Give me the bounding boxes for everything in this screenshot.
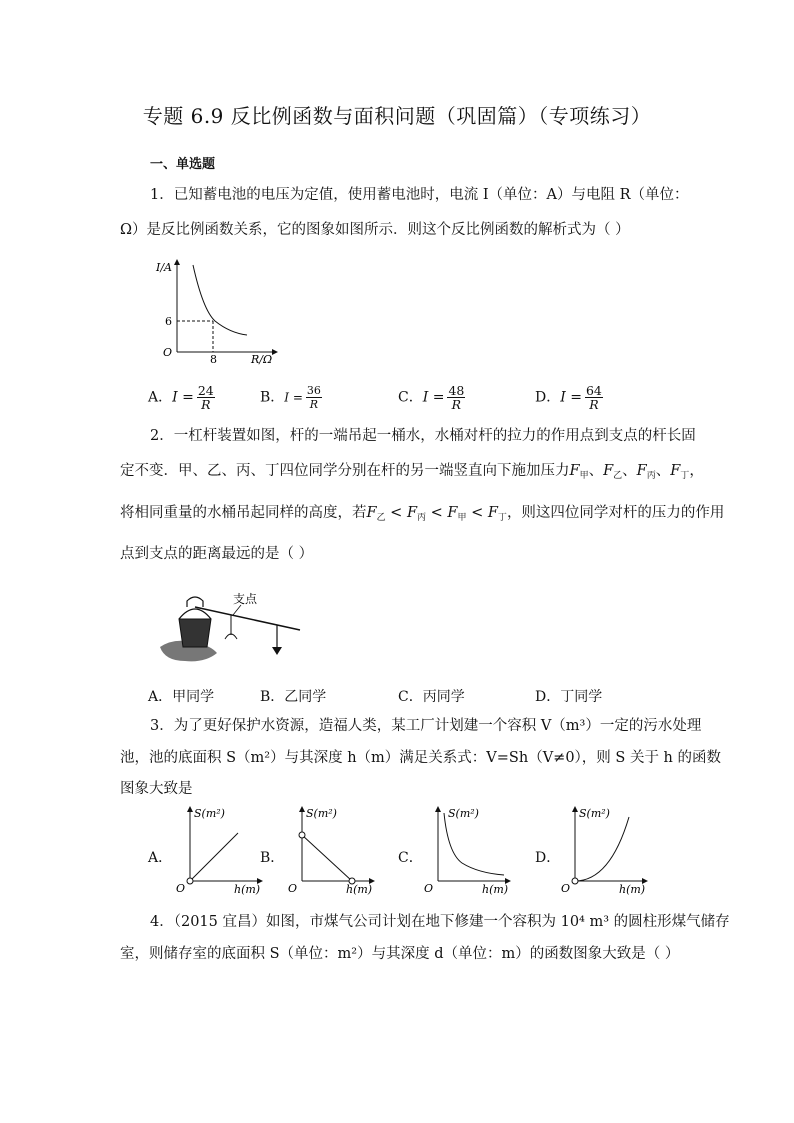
q2-option-b[interactable]: B．乙同学 bbox=[260, 689, 327, 705]
q2-option-d[interactable]: D．丁同学 bbox=[535, 689, 603, 705]
q2-stem-line3: 将相同重量的水桶吊起同样的高度，若$F_乙 < F_丙 < F_甲 < F_丁$，则这四位同学对杆的压力的作用 bbox=[120, 505, 725, 523]
open-point bbox=[187, 878, 193, 884]
pivot-label: 支点 bbox=[233, 592, 258, 606]
svg-text:h(m): h(m) bbox=[482, 883, 509, 896]
water-bucket bbox=[179, 619, 211, 647]
q1-stem-line2: Ω）是反比例函数关系，它的图象如图所示．则这个反比例函数的解析式为（ ） bbox=[120, 222, 630, 238]
q3-graph-a bbox=[170, 803, 270, 898]
svg-text:O: O bbox=[424, 882, 434, 895]
svg-text:O: O bbox=[176, 882, 186, 895]
q2-option-a[interactable]: A．甲同学 bbox=[148, 689, 215, 705]
q1-option-a[interactable]: A．I = $\frac{24}{R}$ bbox=[148, 383, 214, 412]
linear-increasing-line bbox=[190, 833, 238, 881]
svg-text:S(m²): S(m²) bbox=[194, 807, 225, 820]
origin-label: O bbox=[163, 346, 173, 359]
section-heading: 一、单选题 bbox=[150, 157, 216, 172]
page-title: 专题 6.9 反比例函数与面积问题（巩固篇）（专项练习） bbox=[142, 104, 652, 128]
svg-text:S(m²): S(m²) bbox=[448, 807, 479, 820]
x-axis-label: R/Ω bbox=[251, 353, 273, 365]
q1-option-d[interactable]: D．I = $\frac{64}{R}$ bbox=[535, 383, 602, 412]
open-point-y bbox=[299, 832, 305, 838]
q3-stem-line1: 3．为了更好保护水资源，造福人类，某工厂计划建一个容积 V（m³）一定的污水处理 bbox=[150, 718, 702, 734]
q1-option-b[interactable]: B．I = $\frac{36}{R}$ bbox=[260, 384, 321, 411]
hyperbola-curve bbox=[193, 265, 247, 335]
svg-text:h(m): h(m) bbox=[346, 883, 373, 896]
q2-stem-line1: 2．一杠杆装置如图，杆的一端吊起一桶水，水桶对杆的拉力的作用点到支点的杆长固 bbox=[150, 428, 696, 444]
q2-stem-line2: 定不变．甲、乙、丙、丁四位同学分别在杆的另一端竖直向下施加压力$F_甲$、$F_乙$、$F_丙$、$F_丁$， bbox=[120, 463, 704, 481]
q3-option-c-letter[interactable]: C． bbox=[398, 850, 423, 866]
q3-graph-c bbox=[418, 803, 518, 898]
svg-text:O: O bbox=[288, 882, 298, 895]
q3-option-d-letter[interactable]: D． bbox=[535, 850, 561, 866]
hyperbola-curve bbox=[444, 813, 504, 875]
q2-stem-line4: 点到支点的距离最远的是（ ） bbox=[120, 546, 314, 562]
q1-option-c[interactable]: C．I = $\frac{48}{R}$ bbox=[398, 383, 465, 412]
svg-text:h(m): h(m) bbox=[234, 883, 261, 896]
pivot-leader-line bbox=[233, 605, 241, 615]
q3-option-b-letter[interactable]: B． bbox=[260, 850, 285, 866]
q3-graph-d bbox=[555, 803, 655, 898]
bucket-hook bbox=[187, 597, 203, 607]
q1-current-resistance-graph bbox=[155, 255, 285, 365]
svg-text:S(m²): S(m²) bbox=[306, 807, 337, 820]
q3-stem-line3: 图象大致是 bbox=[120, 781, 193, 797]
q4-stem-line1: 4．（2015 宜昌）如图，市煤气公司计划在地下修建一个容积为 10⁴ m³ 的圆柱形煤气储存 bbox=[150, 914, 730, 930]
q1-stem-line1: 1．已知蓄电池的电压为定值，使用蓄电池时，电流 I（单位：A）与电阻 R（单位： bbox=[150, 187, 689, 203]
svg-text:S(m²): S(m²) bbox=[579, 807, 610, 820]
q2-lever-figure bbox=[155, 585, 305, 665]
x-tick-label: 8 bbox=[210, 353, 217, 365]
linear-decreasing-line bbox=[302, 835, 352, 881]
y-axis-label: I/A bbox=[156, 261, 172, 274]
parabola-curve bbox=[575, 817, 629, 881]
q3-stem-line2: 池，池的底面积 S（m²）与其深度 h（m）满足关系式：V=Sh（V≠0），则 S 关于 h 的函数 bbox=[120, 750, 721, 766]
svg-text:h(m): h(m) bbox=[619, 883, 646, 896]
q2-option-c[interactable]: C．丙同学 bbox=[398, 689, 465, 705]
open-point bbox=[572, 878, 578, 884]
q3-option-a-letter[interactable]: A． bbox=[148, 850, 173, 866]
q3-graph-b bbox=[282, 803, 382, 898]
bucket-handle bbox=[179, 609, 211, 619]
q4-stem-line2: 室，则储存室的底面积 S（单位：m²）与其深度 d（单位：m）的函数图象大致是（ ） bbox=[120, 946, 680, 962]
y-tick-label: 6 bbox=[165, 315, 172, 328]
svg-text:O: O bbox=[561, 882, 571, 895]
force-arrowhead bbox=[272, 647, 282, 655]
